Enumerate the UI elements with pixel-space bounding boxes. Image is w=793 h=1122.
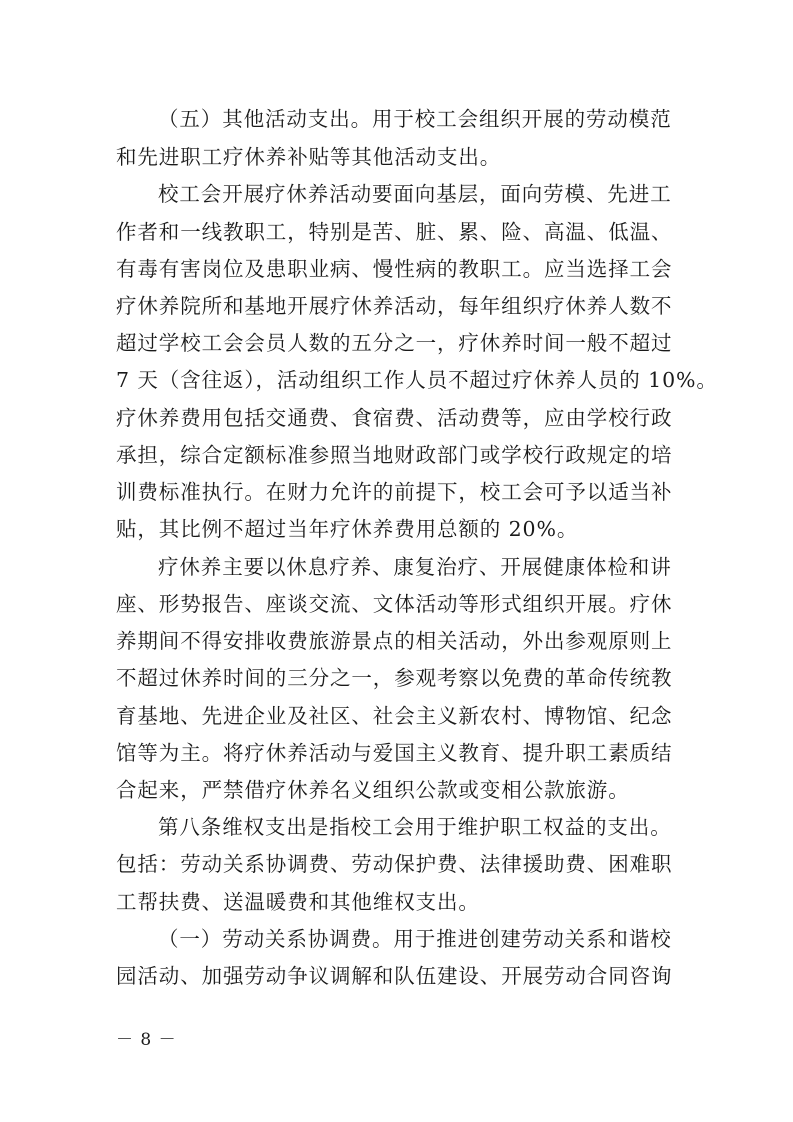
text-line: 不超过休养时间的三分之一，参观考察以免费的革命传统教 <box>116 666 673 690</box>
text-line: 育基地、先进企业及社区、社会主义新农村、博物馆、纪念 <box>116 704 673 728</box>
text-line: 7 天（含往返），活动组织工作人员不超过疗休养人员的 10%。 <box>116 368 718 392</box>
text-line: 疗休养费用包括交通费、食宿费、活动费等，应由学校行政 <box>116 406 673 430</box>
text-line: 有毒有害岗位及患职业病、慢性病的教职工。应当选择工会 <box>116 257 673 281</box>
text-line: 座、形势报告、座谈交流、文体活动等形式组织开展。疗休 <box>116 592 673 616</box>
text-line: 第八条维权支出是指校工会用于维护职工权益的支出。 <box>158 815 672 839</box>
text-line: 疗休养主要以休息疗养、康复治疗、开展健康体检和讲 <box>158 555 672 579</box>
text-line: 养期间不得安排收费旅游景点的相关活动，外出参观原则上 <box>116 629 673 653</box>
text-line: 超过学校工会会员人数的五分之一，疗休养时间一般不超过 <box>116 331 673 355</box>
text-line: 疗休养院所和基地开展疗休养活动，每年组织疗休养人数不 <box>116 294 673 318</box>
text-line: 包括：劳动关系协调费、劳动保护费、法律援助费、困难职 <box>116 852 673 876</box>
text-line: 工帮扶费、送温暖费和其他维权支出。 <box>116 890 480 914</box>
text-line: 校工会开展疗休养活动要面向基层，面向劳模、先进工 <box>158 182 672 206</box>
text-line: 园活动、加强劳动争议调解和队伍建设、开展劳动合同咨询 <box>116 964 673 988</box>
text-line: 贴，其比例不超过当年疗休养费用总额的 20%。 <box>116 517 579 541</box>
text-line: 训费标准执行。在财力允许的前提下，校工会可予以适当补 <box>116 480 673 504</box>
text-line: 和先进职工疗休养补贴等其他活动支出。 <box>116 145 502 169</box>
text-line: 合起来，严禁借疗休养名义组织公款或变相公款旅游。 <box>116 778 630 802</box>
text-line: 馆等为主。将疗休养活动与爱国主义教育、提升职工素质结 <box>116 741 673 765</box>
text-line: （一）劳动关系协调费。用于推进创建劳动关系和谐校 <box>158 927 672 951</box>
text-line: （五）其他活动支出。用于校工会组织开展的劳动模范 <box>158 107 672 131</box>
page-number: － 8 － <box>116 1030 177 1050</box>
text-line: 作者和一线教职工，特别是苦、脏、累、险、高温、低温、 <box>116 220 673 244</box>
text-line: 承担，综合定额标准参照当地财政部门或学校行政规定的培 <box>116 443 673 467</box>
